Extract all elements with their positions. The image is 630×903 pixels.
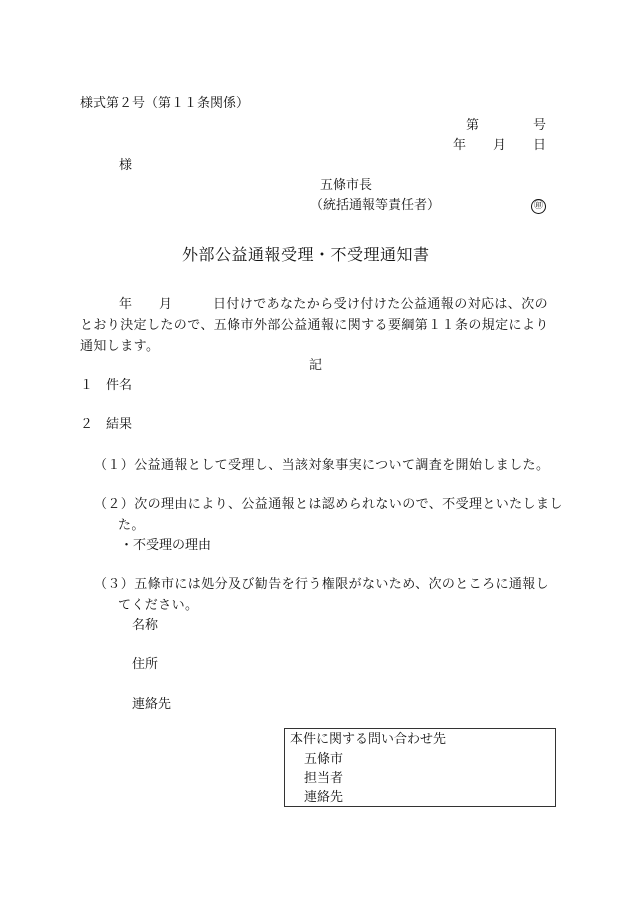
date-day: 日 — [533, 138, 547, 153]
contact-box — [284, 728, 556, 807]
result-3-contact: 連絡先 — [132, 697, 172, 712]
result-1: （１）公益通報として受理し、当該対象事実について調査を開始しました。 — [94, 458, 550, 473]
item-result: ２ 結果 — [80, 417, 133, 432]
intro-year: 年 — [119, 297, 133, 312]
date-year: 年 — [453, 138, 467, 153]
seal-mark: ㊞ — [531, 199, 546, 214]
intro-month: 月 — [159, 297, 173, 312]
doc-number-prefix: 第 — [466, 118, 480, 133]
intro-line2: とおり決定したので、五條市外部公益通報に関する要綱第１１条の規定により — [80, 318, 549, 333]
form-number: 様式第２号（第１１条関係） — [80, 96, 250, 111]
result-3-line1: （３）五條市には処分及び勧告を行う権限がないため、次のところに通報し — [94, 577, 550, 592]
result-3-name: 名称 — [132, 618, 159, 633]
doc-number-suffix: 号 — [533, 118, 547, 133]
intro-line3: 通知します。 — [80, 339, 160, 354]
result-2-reason: ・不受理の理由 — [120, 538, 212, 553]
contact-box-contact: 連絡先 — [304, 790, 344, 805]
result-3-address: 住所 — [132, 657, 159, 672]
result-2-line2: た。 — [118, 518, 145, 533]
intro-line1: 日付けであなたから受け付けた公益通報の対応は、次の — [213, 297, 549, 312]
issuer-role: （統括通報等責任者） — [310, 198, 441, 213]
seal-icon — [531, 197, 546, 214]
document-title: 外部公益通報受理・不受理通知書 — [182, 245, 430, 264]
result-2-line1: （２）次の理由により、公益通報とは認められないので、不受理といたしまし — [94, 497, 563, 512]
ki-heading: 記 — [309, 358, 323, 373]
contact-box-city: 五條市 — [304, 752, 344, 767]
contact-box-heading: 本件に関する問い合わせ先 — [290, 732, 447, 747]
addressee-suffix: 様 — [119, 158, 133, 173]
result-3-line2: てください。 — [118, 598, 199, 613]
contact-box-person: 担当者 — [304, 771, 344, 786]
item-subject: １ 件名 — [80, 378, 133, 393]
issuer-title: 五條市長 — [320, 178, 373, 193]
date-month: 月 — [493, 138, 507, 153]
